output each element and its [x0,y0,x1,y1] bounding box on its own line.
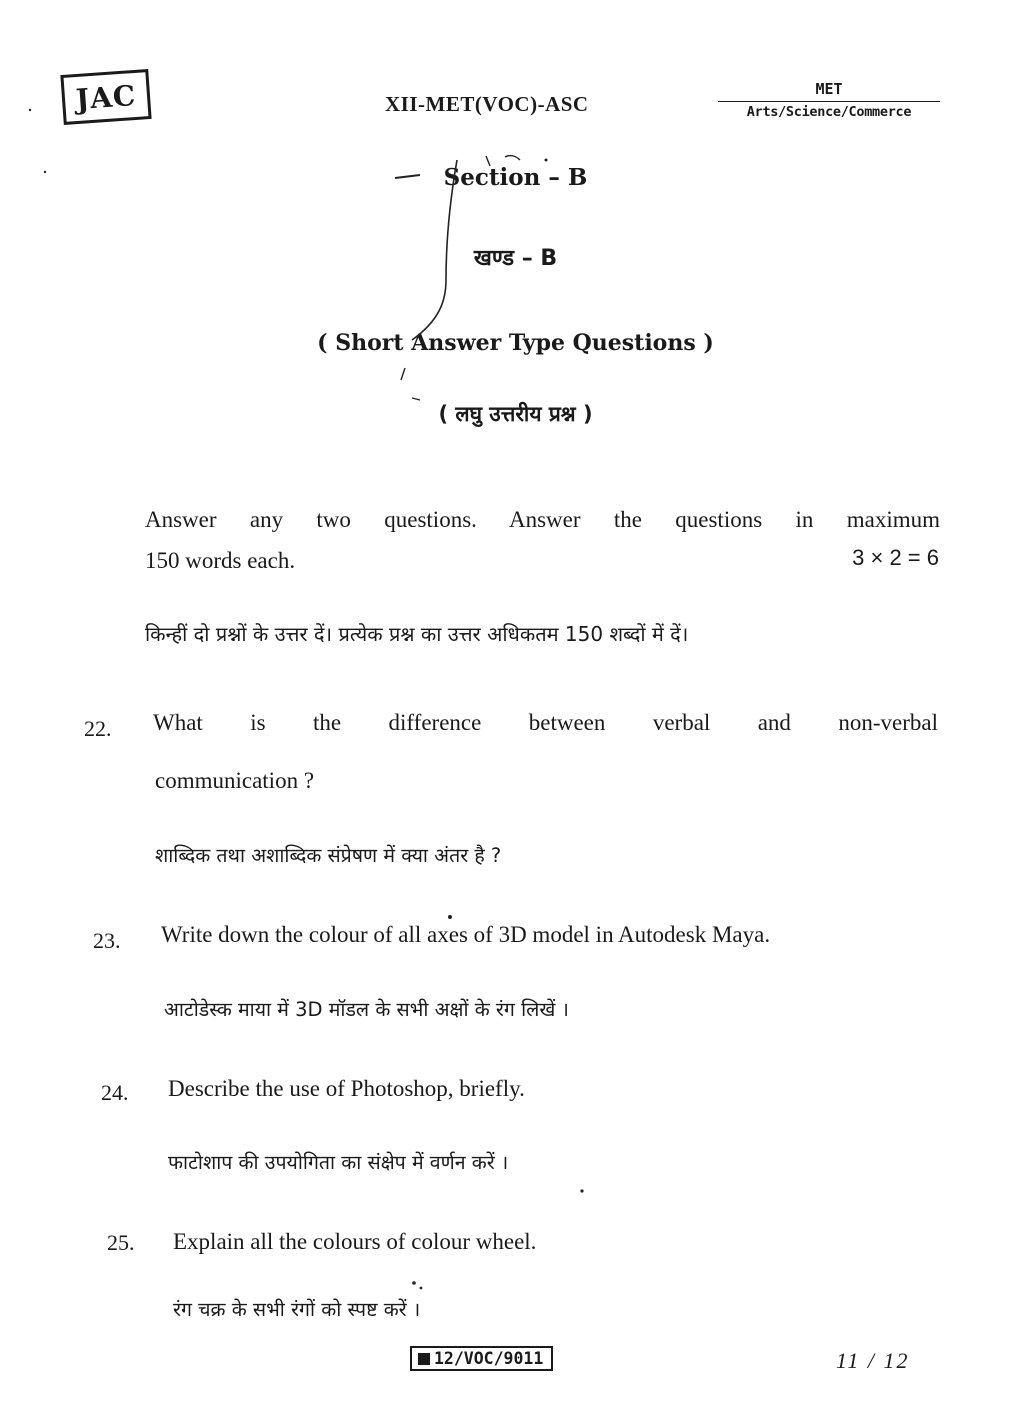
question-type-title: ( Short Answer Type Questions ) [317,330,714,356]
instructions-line-1: Answer any two questions. Answer the questions in maximum [145,507,940,532]
question-text-hindi: शाब्दिक तथा अशाब्दिक संप्रेषण में क्या अंतर है ? [155,844,502,867]
question-text: Write down the colour of all axes of 3D model in Autodesk Maya. [161,922,771,947]
question-text: What is the difference between verbal and non-verbal [153,710,938,735]
paper-id: 12/VOC/9011 [434,1349,544,1368]
section-title: Section – B [443,164,588,191]
page-number: 11 / 12 [836,1348,910,1373]
question-number: 22. [84,716,112,741]
instructions-hindi: किन्हीं दो प्रश्नों के उत्तर दें। प्रत्येक प्रश्न का उत्तर अधिकतम 150 शब्दों में दें। [145,622,689,646]
subject-code: MET [718,80,940,102]
question-text-hindi: फाटोशाप की उपयोगिता का संक्षेप में वर्णन करें । [168,1151,509,1174]
marks-allocation: 3 × 2 = 6 [852,545,939,570]
instructions-line-2: 150 words each. [145,548,296,573]
question-number: 23. [93,928,121,953]
board-name: JAC [74,78,138,116]
subject-streams: Arts/Science/Commerce [746,104,912,120]
question-text: Explain all the colours of colour wheel. [173,1229,537,1254]
section-title-hindi: खण्ड – B [473,246,558,271]
question-number: 25. [107,1230,135,1255]
question-type-title-hindi: ( लघु उत्तरीय प्रश्न ) [438,402,593,426]
question-text-continued: communication ? [155,768,315,793]
question-text: Describe the use of Photoshop, briefly. [168,1076,525,1101]
question-text-hindi: आटोडेस्क माया में 3D मॉडल के सभी अक्षों के रंग लिखें । [164,998,569,1021]
question-number: 24. [101,1080,129,1105]
paper-code: XII-MET(VOC)-ASC [385,92,589,116]
question-text-hindi: रंग चक्र के सभी रंगों को स्पष्ट करें । [173,1298,421,1321]
